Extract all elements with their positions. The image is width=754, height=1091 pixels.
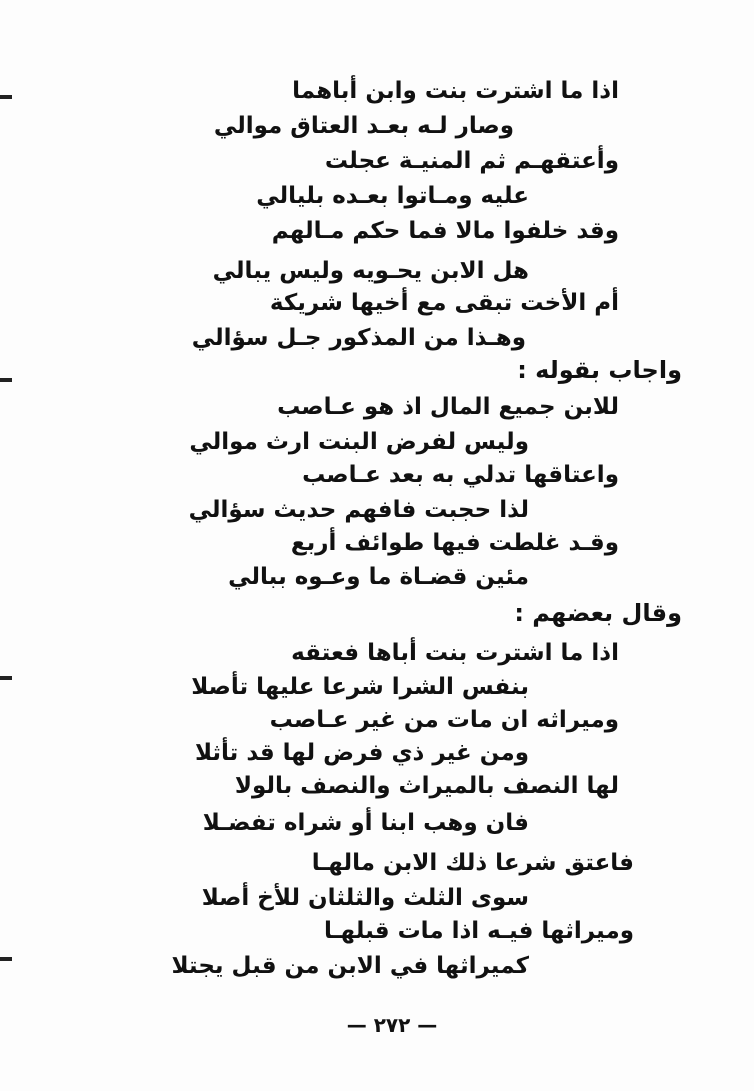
verse-line: سوى الثلث والثلثان للأخ أصلا (201, 885, 529, 911)
verse-line: وميراثها فيـه اذا مات قبلهـا (324, 918, 634, 944)
verse-line: وصار لـه بعـد العتاق موالي (213, 113, 514, 139)
verse-line: اذا ما اشترت بنت وابن أباهما (292, 78, 619, 104)
verse-line: عليه ومـاتوا بعـده بليالي (256, 183, 529, 209)
verse-line: لها النصف بالميراث والنصف بالولا (234, 773, 619, 799)
verse-line: واعتاقها تدلي به بعد عـاصب (302, 462, 619, 488)
verse-line: وقـد غلطت فيها طوائف أربع (290, 530, 619, 556)
verse-line: وقد خلفوا مالا فما حكم مـالهم (271, 218, 619, 244)
verse-line: هل الابن يحـويه وليس يبالي (212, 258, 529, 284)
verse-line: مئين قضـاة ما وعـوه ببالي (228, 564, 529, 590)
verse-line: لذا حجبت فافهم حديث سؤالي (188, 497, 529, 523)
scan-margin-mark (0, 378, 12, 382)
scan-margin-mark (0, 676, 12, 680)
scan-margin-mark (0, 957, 12, 961)
verse-line: أم الأخت تبقى مع أخيها شريكة (269, 290, 619, 316)
verse-line: للابن جميع المال اذ هو عـاصب (277, 394, 619, 420)
verse-line: وأعتقهـم ثم المنيـة عجلت (324, 148, 619, 174)
verse-line: فان وهب ابنا أو شراه تفضـلا (202, 810, 529, 836)
verse-line: ومن غير ذي فرض لها قد تأثلا (194, 740, 529, 766)
verse-line: وهـذا من المذكور جـل سؤالي (191, 325, 526, 351)
verse-line: فاعتق شرعا ذلك الابن مالهـا (311, 850, 634, 876)
verse-line: بنفس الشرا شرعا عليها تأصلا (191, 674, 529, 700)
verse-line: كميراثها في الابن من قبل يجتلا (171, 953, 529, 979)
verse-line: وميراثه ان مات من غير عـاصب (269, 707, 619, 733)
verse-line: اذا ما اشترت بنت أباها فعتقه (291, 640, 619, 666)
section-heading: وقال بعضهم : (514, 599, 682, 627)
verse-line: وليس لفرض البنت ارث موالي (189, 429, 529, 455)
scan-margin-mark (0, 95, 12, 99)
page-number: — ٢٧٢ — (346, 1013, 438, 1037)
section-heading: واجاب بقوله : (517, 356, 682, 384)
